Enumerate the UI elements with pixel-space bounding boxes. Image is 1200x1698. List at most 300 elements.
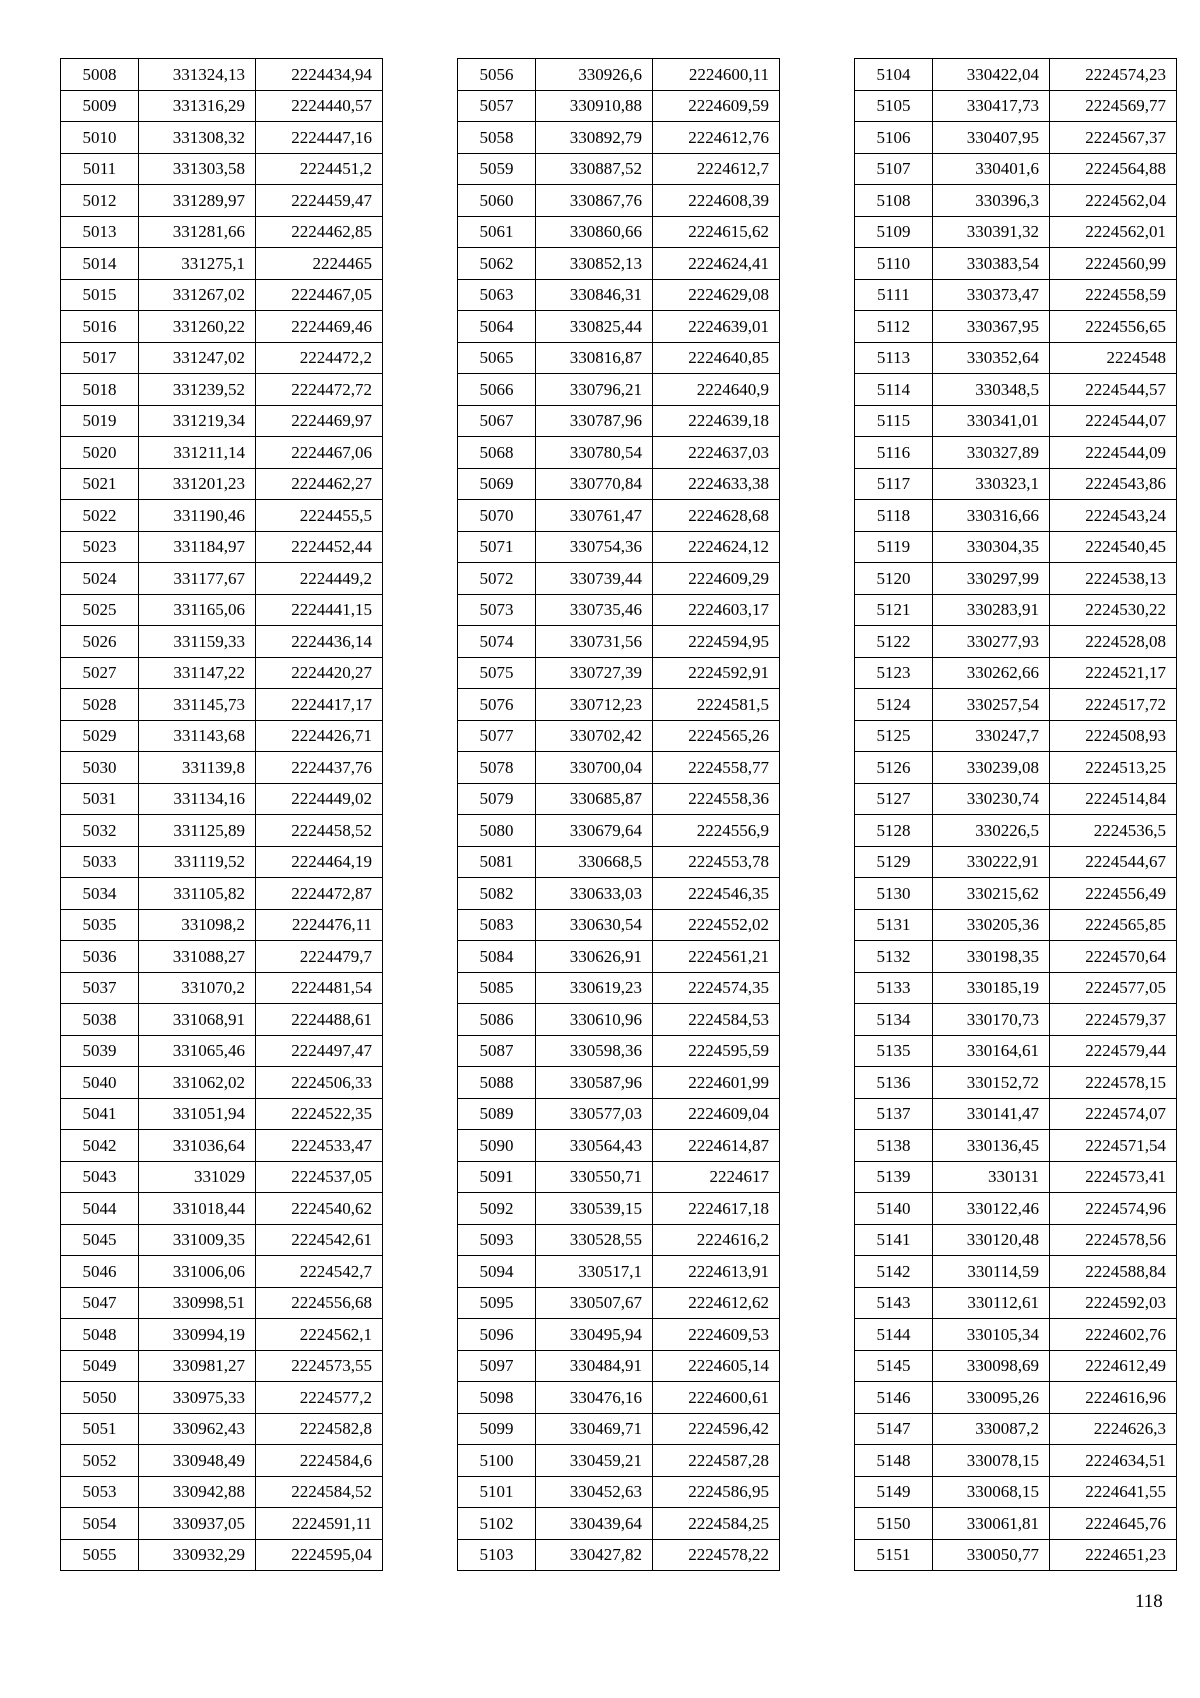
x-coordinate-cell: 330739,44 [536,563,653,595]
x-coordinate-cell: 330078,15 [933,1445,1050,1477]
x-coordinate-cell: 331088,27 [139,941,256,973]
table-row [458,248,780,280]
x-coordinate-cell: 331177,67 [139,563,256,595]
y-coordinate-cell: 2224533,47 [256,1130,383,1162]
y-coordinate-cell: 2224560,99 [1050,248,1177,280]
y-coordinate-cell: 2224556,49 [1050,878,1177,910]
point-number-cell: 5104 [855,59,933,91]
x-coordinate-cell: 330348,5 [933,374,1050,406]
point-number-cell: 5015 [61,279,139,311]
y-coordinate-cell: 2224574,35 [653,972,780,1004]
y-coordinate-cell: 2224565,26 [653,720,780,752]
y-coordinate-cell: 2224472,87 [256,878,383,910]
x-coordinate-cell: 330761,47 [536,500,653,532]
table-row [458,1004,780,1036]
point-number-cell: 5139 [855,1161,933,1193]
x-coordinate-cell: 330796,21 [536,374,653,406]
table-row [61,311,383,343]
y-coordinate-cell: 2224543,86 [1050,468,1177,500]
x-coordinate-cell: 331098,2 [139,909,256,941]
x-coordinate-cell: 330427,82 [536,1539,653,1571]
table-row [458,972,780,1004]
table-row [855,248,1177,280]
point-number-cell: 5062 [458,248,536,280]
y-coordinate-cell: 2224574,23 [1050,59,1177,91]
y-coordinate-cell: 2224626,3 [1050,1413,1177,1445]
point-number-cell: 5066 [458,374,536,406]
x-coordinate-cell: 330327,89 [933,437,1050,469]
table-row [458,437,780,469]
point-number-cell: 5126 [855,752,933,784]
x-coordinate-cell: 330735,46 [536,594,653,626]
x-coordinate-cell: 331260,22 [139,311,256,343]
y-coordinate-cell: 2224434,94 [256,59,383,91]
table-row [61,248,383,280]
y-coordinate-cell: 2224617 [653,1161,780,1193]
table-row [855,500,1177,532]
point-number-cell: 5088 [458,1067,536,1099]
y-coordinate-cell: 2224536,5 [1050,815,1177,847]
table-row [61,626,383,658]
x-coordinate-cell: 330136,45 [933,1130,1050,1162]
x-coordinate-cell: 331275,1 [139,248,256,280]
point-number-cell: 5144 [855,1319,933,1351]
point-number-cell: 5080 [458,815,536,847]
x-coordinate-cell: 330452,63 [536,1476,653,1508]
x-coordinate-cell: 331201,23 [139,468,256,500]
point-number-cell: 5112 [855,311,933,343]
table-row [61,437,383,469]
point-number-cell: 5107 [855,153,933,185]
point-number-cell: 5048 [61,1319,139,1351]
point-number-cell: 5134 [855,1004,933,1036]
point-number-cell: 5150 [855,1508,933,1540]
y-coordinate-cell: 2224600,11 [653,59,780,91]
point-number-cell: 5073 [458,594,536,626]
x-coordinate-cell: 331303,58 [139,153,256,185]
point-number-cell: 5056 [458,59,536,91]
x-coordinate-cell: 330226,5 [933,815,1050,847]
table-row [855,1350,1177,1382]
point-number-cell: 5090 [458,1130,536,1162]
x-coordinate-cell: 330712,23 [536,689,653,721]
point-number-cell: 5131 [855,909,933,941]
table-row [855,185,1177,217]
point-number-cell: 5110 [855,248,933,280]
x-coordinate-cell: 331289,97 [139,185,256,217]
x-coordinate-cell: 330630,54 [536,909,653,941]
y-coordinate-cell: 2224556,9 [653,815,780,847]
x-coordinate-cell: 330283,91 [933,594,1050,626]
point-number-cell: 5058 [458,122,536,154]
table-row [458,657,780,689]
x-coordinate-cell: 330962,43 [139,1413,256,1445]
x-coordinate-cell: 331119,52 [139,846,256,878]
table-row [61,594,383,626]
x-coordinate-cell: 330068,15 [933,1476,1050,1508]
point-number-cell: 5140 [855,1193,933,1225]
y-coordinate-cell: 2224624,41 [653,248,780,280]
point-number-cell: 5069 [458,468,536,500]
y-coordinate-cell: 2224592,91 [653,657,780,689]
y-coordinate-cell: 2224609,53 [653,1319,780,1351]
point-number-cell: 5146 [855,1382,933,1414]
table-row [855,342,1177,374]
table-row [458,1193,780,1225]
y-coordinate-cell: 2224587,28 [653,1445,780,1477]
table-row [458,626,780,658]
point-number-cell: 5085 [458,972,536,1004]
y-coordinate-cell: 2224514,84 [1050,783,1177,815]
table-row [458,689,780,721]
point-number-cell: 5037 [61,972,139,1004]
y-coordinate-cell: 2224546,35 [653,878,780,910]
table-row [458,1350,780,1382]
y-coordinate-cell: 2224544,07 [1050,405,1177,437]
y-coordinate-cell: 2224562,1 [256,1319,383,1351]
table-row [855,657,1177,689]
x-coordinate-cell: 330112,61 [933,1287,1050,1319]
y-coordinate-cell: 2224614,87 [653,1130,780,1162]
point-number-cell: 5021 [61,468,139,500]
y-coordinate-cell: 2224584,53 [653,1004,780,1036]
y-coordinate-cell: 2224464,19 [256,846,383,878]
table-row [458,909,780,941]
table-row [458,1130,780,1162]
point-number-cell: 5114 [855,374,933,406]
point-number-cell: 5119 [855,531,933,563]
table-row [61,122,383,154]
x-coordinate-cell: 330152,72 [933,1067,1050,1099]
table-row [458,1382,780,1414]
point-number-cell: 5024 [61,563,139,595]
y-coordinate-cell: 2224613,91 [653,1256,780,1288]
x-coordinate-cell: 330098,69 [933,1350,1050,1382]
y-coordinate-cell: 2224481,54 [256,972,383,1004]
x-coordinate-cell: 331125,89 [139,815,256,847]
point-number-cell: 5033 [61,846,139,878]
y-coordinate-cell: 2224600,61 [653,1382,780,1414]
point-number-cell: 5064 [458,311,536,343]
y-coordinate-cell: 2224641,55 [1050,1476,1177,1508]
point-number-cell: 5123 [855,657,933,689]
y-coordinate-cell: 2224588,84 [1050,1256,1177,1288]
table-row [855,1067,1177,1099]
point-number-cell: 5030 [61,752,139,784]
x-coordinate-cell: 330247,7 [933,720,1050,752]
x-coordinate-cell: 331070,2 [139,972,256,1004]
x-coordinate-cell: 331036,64 [139,1130,256,1162]
x-coordinate-cell: 331009,35 [139,1224,256,1256]
table-row [61,531,383,563]
x-coordinate-cell: 331316,29 [139,90,256,122]
table-row [458,1445,780,1477]
table-row [855,1476,1177,1508]
table-row [855,689,1177,721]
point-number-cell: 5086 [458,1004,536,1036]
point-number-cell: 5046 [61,1256,139,1288]
point-number-cell: 5083 [458,909,536,941]
y-coordinate-cell: 2224447,16 [256,122,383,154]
x-coordinate-cell: 330215,62 [933,878,1050,910]
y-coordinate-cell: 2224609,29 [653,563,780,595]
y-coordinate-cell: 2224567,37 [1050,122,1177,154]
table-row [61,374,383,406]
point-number-cell: 5009 [61,90,139,122]
x-coordinate-cell: 330476,16 [536,1382,653,1414]
x-coordinate-cell: 330994,19 [139,1319,256,1351]
y-coordinate-cell: 2224565,85 [1050,909,1177,941]
x-coordinate-cell: 330668,5 [536,846,653,878]
x-coordinate-cell: 330780,54 [536,437,653,469]
y-coordinate-cell: 2224530,22 [1050,594,1177,626]
point-number-cell: 5070 [458,500,536,532]
point-number-cell: 5061 [458,216,536,248]
x-coordinate-cell: 330239,08 [933,752,1050,784]
point-number-cell: 5008 [61,59,139,91]
y-coordinate-cell: 2224582,8 [256,1413,383,1445]
table-row [855,1539,1177,1571]
table-row [458,878,780,910]
x-coordinate-cell: 330050,77 [933,1539,1050,1571]
x-coordinate-cell: 330685,87 [536,783,653,815]
x-coordinate-cell: 330323,1 [933,468,1050,500]
point-number-cell: 5101 [458,1476,536,1508]
table-row [855,1319,1177,1351]
table-row [855,216,1177,248]
point-number-cell: 5035 [61,909,139,941]
point-number-cell: 5018 [61,374,139,406]
point-number-cell: 5099 [458,1413,536,1445]
point-number-cell: 5094 [458,1256,536,1288]
x-coordinate-cell: 330846,31 [536,279,653,311]
y-coordinate-cell: 2224637,03 [653,437,780,469]
table-row [458,1287,780,1319]
point-number-cell: 5010 [61,122,139,154]
point-number-cell: 5129 [855,846,933,878]
x-coordinate-cell: 330619,23 [536,972,653,1004]
x-coordinate-cell: 331281,66 [139,216,256,248]
point-number-cell: 5098 [458,1382,536,1414]
table-row [855,909,1177,941]
x-coordinate-cell: 330892,79 [536,122,653,154]
point-number-cell: 5130 [855,878,933,910]
x-coordinate-cell: 330495,94 [536,1319,653,1351]
y-coordinate-cell: 2224608,39 [653,185,780,217]
x-coordinate-cell: 330517,1 [536,1256,653,1288]
point-number-cell: 5063 [458,279,536,311]
point-number-cell: 5078 [458,752,536,784]
x-coordinate-cell: 330095,26 [933,1382,1050,1414]
y-coordinate-cell: 2224462,27 [256,468,383,500]
y-coordinate-cell: 2224420,27 [256,657,383,689]
y-coordinate-cell: 2224612,49 [1050,1350,1177,1382]
x-coordinate-cell: 330507,67 [536,1287,653,1319]
y-coordinate-cell: 2224440,57 [256,90,383,122]
y-coordinate-cell: 2224544,09 [1050,437,1177,469]
x-coordinate-cell: 330185,19 [933,972,1050,1004]
y-coordinate-cell: 2224437,76 [256,752,383,784]
y-coordinate-cell: 2224552,02 [653,909,780,941]
y-coordinate-cell: 2224640,85 [653,342,780,374]
point-number-cell: 5108 [855,185,933,217]
table-row [855,311,1177,343]
x-coordinate-cell: 330316,66 [933,500,1050,532]
point-number-cell: 5060 [458,185,536,217]
x-coordinate-cell: 330469,71 [536,1413,653,1445]
point-number-cell: 5041 [61,1098,139,1130]
table-row [458,1256,780,1288]
table-row [855,1287,1177,1319]
table-row [61,657,383,689]
table-row [61,1445,383,1477]
y-coordinate-cell: 2224436,14 [256,626,383,658]
table-row [855,122,1177,154]
y-coordinate-cell: 2224570,64 [1050,941,1177,973]
point-number-cell: 5017 [61,342,139,374]
table-row [458,941,780,973]
table-row [61,689,383,721]
x-coordinate-cell: 330262,66 [933,657,1050,689]
table-row [855,815,1177,847]
y-coordinate-cell: 2224609,59 [653,90,780,122]
x-coordinate-cell: 331134,16 [139,783,256,815]
point-number-cell: 5011 [61,153,139,185]
y-coordinate-cell: 2224538,13 [1050,563,1177,595]
table-row [61,1382,383,1414]
point-number-cell: 5115 [855,405,933,437]
point-number-cell: 5036 [61,941,139,973]
table-row [61,1067,383,1099]
x-coordinate-cell: 330860,66 [536,216,653,248]
table-row [458,1224,780,1256]
x-coordinate-cell: 330205,36 [933,909,1050,941]
table-row [855,1256,1177,1288]
y-coordinate-cell: 2224449,2 [256,563,383,595]
table-row [61,1539,383,1571]
y-coordinate-cell: 2224617,18 [653,1193,780,1225]
table-row [855,626,1177,658]
x-coordinate-cell: 330610,96 [536,1004,653,1036]
x-coordinate-cell: 330942,88 [139,1476,256,1508]
table-row [61,1004,383,1036]
x-coordinate-cell: 331247,02 [139,342,256,374]
y-coordinate-cell: 2224578,15 [1050,1067,1177,1099]
table-row [458,1539,780,1571]
y-coordinate-cell: 2224455,5 [256,500,383,532]
x-coordinate-cell: 331165,06 [139,594,256,626]
point-number-cell: 5047 [61,1287,139,1319]
table-row [855,1413,1177,1445]
y-coordinate-cell: 2224602,76 [1050,1319,1177,1351]
point-number-cell: 5087 [458,1035,536,1067]
x-coordinate-cell: 330120,48 [933,1224,1050,1256]
y-coordinate-cell: 2224522,35 [256,1098,383,1130]
table-row [458,1035,780,1067]
y-coordinate-cell: 2224469,97 [256,405,383,437]
y-coordinate-cell: 2224633,38 [653,468,780,500]
table-row [61,405,383,437]
x-coordinate-cell: 330852,13 [536,248,653,280]
point-number-cell: 5043 [61,1161,139,1193]
x-coordinate-cell: 331068,91 [139,1004,256,1036]
y-coordinate-cell: 2224594,95 [653,626,780,658]
y-coordinate-cell: 2224558,77 [653,752,780,784]
table-row [458,374,780,406]
table-row [855,1224,1177,1256]
x-coordinate-cell: 330407,95 [933,122,1050,154]
point-number-cell: 5044 [61,1193,139,1225]
x-coordinate-cell: 330702,42 [536,720,653,752]
x-coordinate-cell: 330230,74 [933,783,1050,815]
point-number-cell: 5117 [855,468,933,500]
table-row [855,1382,1177,1414]
point-number-cell: 5057 [458,90,536,122]
table-row [855,531,1177,563]
table-row [855,594,1177,626]
table-row [855,783,1177,815]
point-number-cell: 5020 [61,437,139,469]
point-number-cell: 5068 [458,437,536,469]
table-row [61,1476,383,1508]
point-number-cell: 5148 [855,1445,933,1477]
coordinate-table-2 [457,58,780,1571]
y-coordinate-cell: 2224591,11 [256,1508,383,1540]
table-row [458,122,780,154]
x-coordinate-cell: 331018,44 [139,1193,256,1225]
y-coordinate-cell: 2224629,08 [653,279,780,311]
y-coordinate-cell: 2224579,44 [1050,1035,1177,1067]
table-row [61,1161,383,1193]
x-coordinate-cell: 330550,71 [536,1161,653,1193]
table-row [61,1193,383,1225]
table-row [855,941,1177,973]
table-row [855,468,1177,500]
x-coordinate-cell: 331190,46 [139,500,256,532]
point-number-cell: 5025 [61,594,139,626]
table-row [458,1413,780,1445]
x-coordinate-cell: 330222,91 [933,846,1050,878]
point-number-cell: 5128 [855,815,933,847]
y-coordinate-cell: 2224469,46 [256,311,383,343]
point-number-cell: 5093 [458,1224,536,1256]
x-coordinate-cell: 330373,47 [933,279,1050,311]
x-coordinate-cell: 330754,36 [536,531,653,563]
x-coordinate-cell: 330975,33 [139,1382,256,1414]
point-number-cell: 5039 [61,1035,139,1067]
x-coordinate-cell: 330131 [933,1161,1050,1193]
y-coordinate-cell: 2224513,25 [1050,752,1177,784]
table-row [61,1098,383,1130]
point-number-cell: 5019 [61,405,139,437]
point-number-cell: 5122 [855,626,933,658]
table-row [458,59,780,91]
point-number-cell: 5031 [61,783,139,815]
x-coordinate-cell: 330816,87 [536,342,653,374]
point-number-cell: 5103 [458,1539,536,1571]
table-row [61,90,383,122]
table-row [61,563,383,595]
table-row [458,1098,780,1130]
point-number-cell: 5029 [61,720,139,752]
table-row [458,752,780,784]
table-row [855,59,1177,91]
table-row [61,846,383,878]
x-coordinate-cell: 331159,33 [139,626,256,658]
table-row [61,279,383,311]
point-number-cell: 5141 [855,1224,933,1256]
x-coordinate-cell: 330598,36 [536,1035,653,1067]
